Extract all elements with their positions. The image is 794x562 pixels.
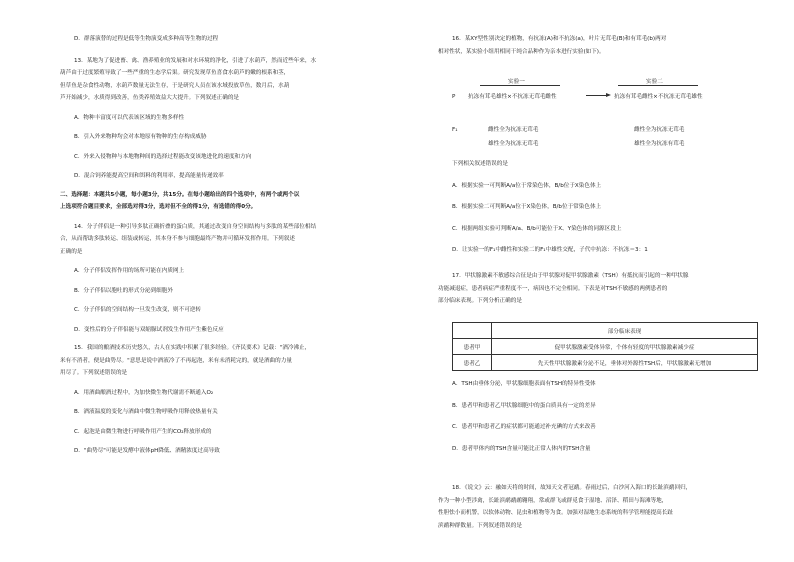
q13-option-c: C．外来入侵物种与本地物种间的选择过程能改变该地进化的速度和方向: [74, 153, 252, 160]
cross-arrow-head: [606, 93, 611, 97]
f1-label: F₁: [452, 127, 458, 133]
q16-line: 相对性状，某实验小组用相同干纯合品种作为亲本进行实验(如下)。: [438, 48, 605, 55]
q14-line: 合，从而帮助多肽转运、组装或转运，其本身不参与细胞最终产物并可循环发挥作用。下列叙述: [60, 236, 295, 242]
table-row-label: 患者甲: [453, 339, 492, 355]
q17-options: [438, 378, 764, 455]
q18-line: 滨鹬种群数量。下列叙述错误的是: [438, 522, 522, 529]
q18-line: 性胆怯小而机警，以软体动物、昆虫和植物等为食。加强对湿地生态系统的科学管理能提高长趾: [438, 510, 673, 516]
q14-option-d: D．变性后的分子伴侣能与双缩脲试剂发生作用产生紫色反应: [74, 326, 224, 333]
exp1-title-underline: [480, 85, 560, 86]
table-row: [453, 355, 758, 371]
question-16: [438, 33, 764, 58]
q18-line: 作为一种小型涉禽，长趾滨鹬鹬鹬翱翔，常或群飞或群觅食于湿地、沼泽、稻田与海滩等地，: [438, 497, 668, 504]
q17-option-a: A．TSH由垂体分泌，甲状腺细胞表面有TSH的特异性受体: [452, 381, 596, 387]
q13-option-b: B．引入外来物种均会对本地原有物种的生存构成威胁: [74, 134, 207, 140]
q14-option-a: A．分子伴侣发挥作用的场所可能在内质网上: [74, 268, 185, 274]
cross-diagram: [438, 76, 764, 146]
section-2-line: 二、选择题：本题共5小题，每小题3分，共15分。在每小题给出的四个选项中，有两个或两个以: [60, 191, 300, 198]
exp1-f1-line2: 雄性全为抗冻无茸毛: [488, 141, 539, 147]
q15-option-a: A．用酒曲酿酒过程中，为加快微生物代谢需不断通入O₂: [74, 389, 214, 396]
exp2-title: 实验二: [646, 79, 663, 85]
q17-line: 部分临床表现。下列分析正确的是: [438, 298, 522, 304]
table-header-cell: 部分临床表现: [492, 323, 758, 339]
exp2-f1-line2: 雄性全为抗冻有茸毛: [634, 141, 685, 147]
q13-line: 但草鱼是杂食性动物，水葫芦数量无法生存，于是研究人员在该水域投放草鱼，数月后，水葫: [60, 82, 290, 89]
q15-line: 用尽了。下列叙述错误的是: [60, 370, 128, 376]
table-row-text: 先天性甲状腺激素分泌不足，垂体对外源性TSH后，甲状腺激素无增加: [492, 355, 758, 371]
table-row: [453, 339, 758, 355]
q16-option-d: D．让实验一的F₁中雌性和实验二的F₁中雄性交配，子代中抗冻：不抗冻＝3：1: [452, 247, 648, 253]
exp2-title-underline: [618, 85, 698, 86]
q15-line: 米有不消者，便是曲势尽。"意思是说中酒液冷了不再起泡，米有未消耗完的，就是酒曲的力量: [60, 357, 292, 364]
q16-lead: 下列相关叙述错误的是: [452, 161, 508, 167]
q16-body: [438, 158, 764, 257]
p-label: P: [452, 94, 456, 100]
exp1-p-cross: 抗冻有茸毛雄性×不抗冻无茸毛雌性: [468, 94, 557, 100]
q12-option-d: D．群落演替的过程是低等生物演变成多种高等生物的过程: [74, 36, 219, 42]
q13-option-a: A．物种丰富度可以代表该区域的生物多样性: [74, 114, 185, 121]
section-2-header: [60, 189, 368, 214]
section-2-line: 上选项符合题目要求，全部选对得3分，选对但不全的得1分，有选错的得0分。: [60, 204, 257, 210]
q14-line: 正确的是: [60, 248, 83, 255]
table-row-text: 促甲状腺激素受体异常，个体有轻度的甲状腺激素减少症: [492, 339, 758, 355]
q15-option-c: C．起泡是由微生物进行呼吸作用产生的CO₂释放形成的: [74, 428, 212, 435]
right-column: [438, 0, 764, 562]
q13-line: 芦开始减少，水质得到改善，鱼类养殖效益大大提升。下列叙述正确的是: [60, 95, 240, 101]
q16-option-c: C．根据两组实验可判断A/a、B/b可能位于X、Y染色体的同源区段上: [452, 225, 622, 232]
q16-option-a: A．根据实验一可判断A/a位于常染色体，B/b位于X染色体上: [452, 182, 602, 189]
cross-arrow-line: [586, 95, 608, 96]
question-15: [60, 342, 368, 458]
q14-option-b: B．分子伴侣以胞吐的形式分泌到细胞外: [74, 287, 173, 294]
q17-line: 17．甲状腺激素不敏感综合征是由于甲状腺对促甲状腺激素（TSH）有抵抗而引起的一种甲状腺: [452, 273, 689, 279]
table-row-label: 患者乙: [453, 355, 492, 371]
question-14: [60, 221, 368, 337]
q15-line: 15．我国的酿酒技术历史悠久，古人在实践中积累了很多经验。《齐民要术》记载："酒冷沸止，: [74, 345, 311, 351]
question-17: [438, 270, 764, 308]
left-column: [60, 0, 368, 458]
q13-line: 13．某地为了促进畜、禽、渔养殖业的发展和对水环境的净化，引进了水葫芦，然而近些年来，水: [74, 57, 317, 64]
q17-option-b: B．患者甲和患者乙甲状腺细胞中的蛋白质具有一定的差异: [452, 402, 596, 409]
q17-option-c: C．患者甲和患者乙的症状都可能通过补充碘的方式来改善: [452, 424, 596, 430]
question-13: [60, 55, 368, 183]
q15-option-b: B．酒液温度的变化与酒曲中微生物呼吸作用释放热量有关: [74, 409, 218, 415]
exp1-f1-line1: 雌性全为抗冻无茸毛: [488, 127, 539, 133]
q17-line: 功能减退症，患者病症严重程度不一，病因也不完全相同。下表是对TSH不敏感的两例患者的: [438, 285, 668, 292]
question-18: [438, 482, 764, 532]
exp2-f1-line1: 雌性全为抗冻无茸毛: [634, 127, 685, 133]
q14-line: 14．分子伴侣是一种引导多肽正确折叠的蛋白质，其通过改变自身空间结构与多肽的某些部位相结: [74, 223, 317, 230]
q16-line: 16．某XY型性别决定的植物，有抗冻(A)和不抗冻(a)，叶片无茸毛(B)和有茸毛(b)两对: [452, 36, 667, 42]
q13-option-d: D．混合饲养能提高空间和饵料的利用率，提高能量传递效率: [74, 173, 224, 179]
q15-option-d: D．"曲势尽"可能是发酵中液体pH降低、酒精浓度过高导致: [74, 448, 220, 454]
table-corner-cell: [453, 323, 492, 339]
q17-option-d: D．患者甲体内的TSH含量可能比正常人体内的TSH含量: [452, 445, 591, 452]
exp2-p-cross: 抗冻有茸毛雌性×不抗冻无茸毛雄性: [614, 94, 703, 100]
q16-option-b: B．根据实验二可判断A/a位于X染色体，B/b位于常染色体上: [452, 204, 602, 210]
q13-line: 葫芦由于过度繁殖导致了一些严重的生态学后果。研究发现草鱼喜食水葫芦的嫩的根系和茎，: [60, 70, 290, 76]
exp1-title: 实验一: [508, 79, 525, 85]
q14-option-c: C．分子伴侣的空间结构一旦发生改变，则不可逆转: [74, 307, 201, 313]
q18-line: 18．《说文》云：融如天将的时间，故知天文者冠鹬。春雨过后，白沙河入海口的长趾滨鹬回归，: [452, 485, 692, 491]
symptom-table: [452, 322, 758, 371]
table-header-row: [453, 323, 758, 339]
